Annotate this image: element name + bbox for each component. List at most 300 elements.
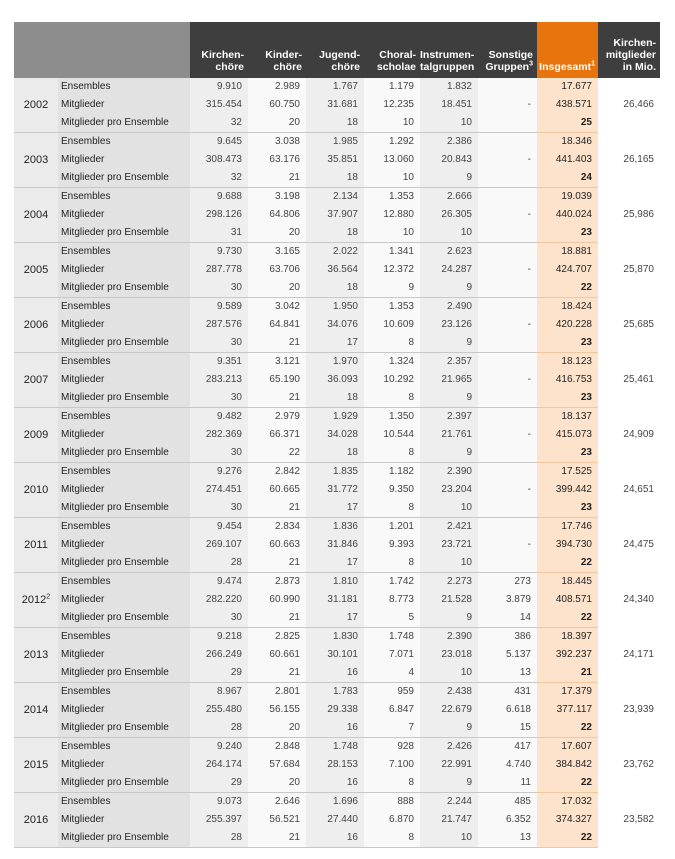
value-cell: 26.305 [420, 206, 478, 224]
value-cell: 9 [420, 334, 478, 353]
total-cell: 377.117 [537, 701, 598, 719]
value-cell: 8 [364, 444, 420, 463]
total-cell: 17.032 [537, 793, 598, 812]
total-cell: 23 [537, 389, 598, 408]
value-cell: 12.235 [364, 96, 420, 114]
row-label: Mitglieder [58, 701, 190, 719]
total-cell: 18.445 [537, 573, 598, 592]
total-cell: 17.379 [537, 683, 598, 702]
value-cell: 60.661 [248, 646, 306, 664]
value-cell: 431 [478, 683, 537, 702]
value-cell: 9.240 [190, 738, 248, 757]
value-cell: 31.181 [306, 591, 364, 609]
row-label: Ensembles [58, 408, 190, 427]
value-cell: 10 [420, 224, 478, 243]
table-row [14, 371, 660, 389]
value-cell: 31 [190, 224, 248, 243]
value-cell: 8 [364, 389, 420, 408]
table-row [14, 224, 660, 243]
value-cell: 13.060 [364, 151, 420, 169]
value-cell: 9.454 [190, 518, 248, 537]
total-cell: 17.525 [537, 463, 598, 482]
row-label: Ensembles [58, 133, 190, 152]
total-cell: 424.707 [537, 261, 598, 279]
year-cell [14, 573, 58, 628]
total-cell: 23 [537, 444, 598, 463]
value-cell: 9.393 [364, 536, 420, 554]
value-cell: 1.742 [364, 573, 420, 592]
value-cell: 1.830 [306, 628, 364, 647]
value-cell: 10.544 [364, 426, 420, 444]
year-cell [14, 78, 58, 133]
total-cell: 18.137 [537, 408, 598, 427]
table-row [14, 389, 660, 408]
value-cell: 269.107 [190, 536, 248, 554]
value-cell: 22.679 [420, 701, 478, 719]
year-label: 2002 [23, 99, 49, 111]
total-cell: 415.073 [537, 426, 598, 444]
row-label: Mitglieder [58, 536, 190, 554]
total-cell: 18.424 [537, 298, 598, 317]
kirchenmitglieder-cell: 26,466 [598, 78, 660, 133]
value-cell: 10 [420, 664, 478, 683]
value-cell: 9.688 [190, 188, 248, 207]
value-cell: 23.018 [420, 646, 478, 664]
table-row [14, 683, 660, 702]
value-cell: 28 [190, 829, 248, 848]
year-label: 2006 [23, 319, 49, 331]
year-footnote-marker: 2 [46, 593, 51, 601]
value-cell: 1.970 [306, 353, 364, 372]
year-label: 2014 [23, 704, 49, 716]
header-kirchenchoere: Kirchen- chöre [190, 22, 248, 78]
row-label: Mitglieder [58, 646, 190, 664]
table-row [14, 444, 660, 463]
value-cell: 2.490 [420, 298, 478, 317]
value-cell [478, 389, 537, 408]
total-cell: 19.039 [537, 188, 598, 207]
value-cell: 2.273 [420, 573, 478, 592]
value-cell: 2.022 [306, 243, 364, 262]
value-cell: 2.397 [420, 408, 478, 427]
year-label: 2004 [23, 209, 49, 221]
value-cell: 9.276 [190, 463, 248, 482]
value-cell: 12.372 [364, 261, 420, 279]
header-choralscholae: Choral- scholae [364, 22, 420, 78]
value-cell: 56.155 [248, 701, 306, 719]
value-cell: 63.176 [248, 151, 306, 169]
value-cell: 4.740 [478, 756, 537, 774]
total-cell: 22 [537, 719, 598, 738]
value-cell: 9.218 [190, 628, 248, 647]
value-cell: 21 [248, 554, 306, 573]
row-label: Ensembles [58, 793, 190, 812]
value-cell: 2.390 [420, 463, 478, 482]
table-row [14, 811, 660, 829]
value-cell: 32 [190, 114, 248, 133]
value-cell [478, 78, 537, 96]
table-row [14, 664, 660, 683]
value-cell: 18 [306, 169, 364, 188]
value-cell: 18 [306, 224, 364, 243]
total-cell: 416.753 [537, 371, 598, 389]
header-blank-cell [14, 22, 190, 78]
total-cell: 23 [537, 224, 598, 243]
value-cell: 60.665 [248, 481, 306, 499]
value-cell: 30 [190, 334, 248, 353]
total-cell: 18.346 [537, 133, 598, 152]
row-label: Ensembles [58, 628, 190, 647]
value-cell: 2.134 [306, 188, 364, 207]
value-cell: 11 [478, 774, 537, 793]
table-row [14, 573, 660, 592]
total-cell: 25 [537, 114, 598, 133]
header-jugendchoere: Jugend- chöre [306, 22, 364, 78]
choir-statistics-table-container [14, 22, 660, 848]
value-cell: 16 [306, 829, 364, 848]
table-row [14, 408, 660, 427]
table-row [14, 829, 660, 848]
value-cell: 417 [478, 738, 537, 757]
value-cell: 1.836 [306, 518, 364, 537]
total-cell: 420.228 [537, 316, 598, 334]
value-cell: 23.204 [420, 481, 478, 499]
value-cell: 21 [248, 169, 306, 188]
row-label: Mitglieder pro Ensemble [58, 224, 190, 243]
year-label: 2012 [21, 594, 47, 606]
table-row [14, 701, 660, 719]
value-cell: 64.841 [248, 316, 306, 334]
value-cell: 21 [248, 499, 306, 518]
value-cell: 1.767 [306, 78, 364, 96]
value-cell: 9 [420, 719, 478, 738]
row-label: Ensembles [58, 683, 190, 702]
kirchenmitglieder-cell: 25,870 [598, 243, 660, 298]
total-cell: 22 [537, 279, 598, 298]
table-row [14, 169, 660, 188]
row-label: Mitglieder pro Ensemble [58, 279, 190, 298]
value-cell: 1.350 [364, 408, 420, 427]
value-cell: 20 [248, 224, 306, 243]
value-cell: 2.666 [420, 188, 478, 207]
value-cell: 24.287 [420, 261, 478, 279]
table-row [14, 353, 660, 372]
value-cell: 255.397 [190, 811, 248, 829]
value-cell: 13 [478, 829, 537, 848]
value-cell: 10.292 [364, 371, 420, 389]
value-cell: 315.454 [190, 96, 248, 114]
kirchenmitglieder-cell: 24,909 [598, 408, 660, 463]
choir-statistics-table [14, 22, 660, 848]
total-cell: 22 [537, 609, 598, 628]
value-cell: 6.618 [478, 701, 537, 719]
row-label: Mitglieder pro Ensemble [58, 389, 190, 408]
row-label: Mitglieder pro Ensemble [58, 169, 190, 188]
total-cell: 374.327 [537, 811, 598, 829]
value-cell: 2.623 [420, 243, 478, 262]
value-cell: 1.985 [306, 133, 364, 152]
value-cell: 386 [478, 628, 537, 647]
year-cell [14, 353, 58, 408]
table-row [14, 78, 660, 96]
table-row [14, 518, 660, 537]
value-cell: 8 [364, 334, 420, 353]
table-row [14, 133, 660, 152]
value-cell: 32 [190, 169, 248, 188]
value-cell: 10 [420, 554, 478, 573]
table-row [14, 206, 660, 224]
row-label: Mitglieder [58, 591, 190, 609]
value-cell: 2.979 [248, 408, 306, 427]
value-cell: 29 [190, 774, 248, 793]
value-cell: 2.646 [248, 793, 306, 812]
year-cell [14, 298, 58, 353]
row-label: Mitglieder pro Ensemble [58, 334, 190, 353]
value-cell: - [478, 316, 537, 334]
value-cell: 21 [248, 829, 306, 848]
table-row [14, 96, 660, 114]
year-label: 2013 [23, 649, 49, 661]
value-cell: 21.528 [420, 591, 478, 609]
kirchenmitglieder-cell: 25,685 [598, 298, 660, 353]
value-cell: 255.480 [190, 701, 248, 719]
table-row [14, 463, 660, 482]
value-cell: 9.351 [190, 353, 248, 372]
value-cell: 9 [420, 279, 478, 298]
table-row [14, 646, 660, 664]
value-cell: 8 [364, 554, 420, 573]
row-label: Mitglieder [58, 261, 190, 279]
value-cell: 9.589 [190, 298, 248, 317]
total-cell: 438.571 [537, 96, 598, 114]
value-cell: 959 [364, 683, 420, 702]
value-cell: 10 [364, 169, 420, 188]
table-row [14, 243, 660, 262]
value-cell: 60.990 [248, 591, 306, 609]
value-cell: 31.681 [306, 96, 364, 114]
value-cell: 274.451 [190, 481, 248, 499]
total-cell: 22 [537, 774, 598, 793]
value-cell: 12.880 [364, 206, 420, 224]
total-cell: 18.123 [537, 353, 598, 372]
value-cell [478, 224, 537, 243]
table-row [14, 426, 660, 444]
value-cell [478, 463, 537, 482]
table-row [14, 316, 660, 334]
row-label: Mitglieder [58, 206, 190, 224]
row-label: Ensembles [58, 463, 190, 482]
value-cell: 17 [306, 554, 364, 573]
kirchenmitglieder-cell: 23,582 [598, 793, 660, 848]
header-kirchenmitglieder: Kirchen- mitglieder in Mio. [598, 22, 660, 78]
value-cell: 1.292 [364, 133, 420, 152]
value-cell: 21 [248, 334, 306, 353]
table-row [14, 499, 660, 518]
total-cell: 440.024 [537, 206, 598, 224]
value-cell: 1.929 [306, 408, 364, 427]
value-cell: 65.190 [248, 371, 306, 389]
row-label: Mitglieder pro Ensemble [58, 829, 190, 848]
kirchenmitglieder-cell: 24,651 [598, 463, 660, 518]
value-cell: 7 [364, 719, 420, 738]
value-cell: 1.783 [306, 683, 364, 702]
value-cell: 1.353 [364, 298, 420, 317]
value-cell: 16 [306, 664, 364, 683]
value-cell: 34.028 [306, 426, 364, 444]
kirchenmitglieder-cell: 25,461 [598, 353, 660, 408]
year-cell [14, 628, 58, 683]
value-cell: 10 [420, 114, 478, 133]
value-cell: 283.213 [190, 371, 248, 389]
value-cell: 1.832 [420, 78, 478, 96]
row-label: Mitglieder [58, 96, 190, 114]
value-cell: 264.174 [190, 756, 248, 774]
value-cell: 18 [306, 114, 364, 133]
row-label: Ensembles [58, 353, 190, 372]
year-label: 2007 [23, 374, 49, 386]
value-cell: 30 [190, 444, 248, 463]
value-cell: 3.198 [248, 188, 306, 207]
value-cell: 3.121 [248, 353, 306, 372]
value-cell: 928 [364, 738, 420, 757]
value-cell: 31.772 [306, 481, 364, 499]
year-cell [14, 463, 58, 518]
value-cell [478, 298, 537, 317]
table-row [14, 261, 660, 279]
value-cell: 64.806 [248, 206, 306, 224]
total-cell: 392.237 [537, 646, 598, 664]
value-cell: 2.421 [420, 518, 478, 537]
value-cell: 7.100 [364, 756, 420, 774]
value-cell: 10 [420, 499, 478, 518]
value-cell: 22.991 [420, 756, 478, 774]
value-cell: 57.684 [248, 756, 306, 774]
row-label: Mitglieder pro Ensemble [58, 719, 190, 738]
total-cell: 24 [537, 169, 598, 188]
value-cell: 63.706 [248, 261, 306, 279]
value-cell: 3.042 [248, 298, 306, 317]
total-cell: 18.397 [537, 628, 598, 647]
year-cell [14, 683, 58, 738]
value-cell: 2.842 [248, 463, 306, 482]
table-row [14, 756, 660, 774]
value-cell: 36.564 [306, 261, 364, 279]
header-sonstige-gruppen: Sonstige Gruppen$^3$ [478, 22, 537, 78]
table-row [14, 719, 660, 738]
table-row [14, 298, 660, 317]
value-cell: 20 [248, 279, 306, 298]
row-label: Mitglieder pro Ensemble [58, 114, 190, 133]
value-cell: 17 [306, 334, 364, 353]
value-cell: 21.965 [420, 371, 478, 389]
value-cell: - [478, 206, 537, 224]
value-cell: 1.950 [306, 298, 364, 317]
total-cell: 22 [537, 829, 598, 848]
value-cell: 2.801 [248, 683, 306, 702]
year-label: 2010 [23, 484, 49, 496]
table-row [14, 554, 660, 573]
value-cell: 9.482 [190, 408, 248, 427]
year-cell [14, 738, 58, 793]
row-label: Mitglieder [58, 371, 190, 389]
value-cell: 2.989 [248, 78, 306, 96]
value-cell: 9.073 [190, 793, 248, 812]
total-cell: 21 [537, 664, 598, 683]
year-label: 2003 [23, 154, 49, 166]
value-cell: 30 [190, 609, 248, 628]
kirchenmitglieder-cell: 24,340 [598, 573, 660, 628]
year-label: 2009 [23, 429, 49, 441]
year-cell [14, 133, 58, 188]
header-instrumentalgruppen: Instrumen- talgruppen [420, 22, 478, 78]
value-cell: 8 [364, 829, 420, 848]
value-cell: 28 [190, 554, 248, 573]
value-cell: 31.846 [306, 536, 364, 554]
value-cell: 56.521 [248, 811, 306, 829]
value-cell: 27.440 [306, 811, 364, 829]
total-cell: 441.403 [537, 151, 598, 169]
value-cell: 287.576 [190, 316, 248, 334]
row-label: Ensembles [58, 78, 190, 96]
row-label: Mitglieder pro Ensemble [58, 609, 190, 628]
row-label: Mitglieder [58, 151, 190, 169]
value-cell: 888 [364, 793, 420, 812]
value-cell: 21.761 [420, 426, 478, 444]
value-cell: - [478, 481, 537, 499]
value-cell: - [478, 261, 537, 279]
kirchenmitglieder-cell: 23,939 [598, 683, 660, 738]
value-cell: 6.352 [478, 811, 537, 829]
value-cell: 21 [248, 389, 306, 408]
value-cell: 1.696 [306, 793, 364, 812]
value-cell: 1.324 [364, 353, 420, 372]
value-cell: 23.126 [420, 316, 478, 334]
value-cell: - [478, 536, 537, 554]
header-row [14, 22, 660, 78]
table-row [14, 279, 660, 298]
value-cell: 1.353 [364, 188, 420, 207]
value-cell: 30.101 [306, 646, 364, 664]
total-cell: 17.677 [537, 78, 598, 96]
value-cell: 30 [190, 499, 248, 518]
value-cell: 60.663 [248, 536, 306, 554]
value-cell: 18 [306, 444, 364, 463]
table-row [14, 536, 660, 554]
table-row [14, 334, 660, 353]
kirchenmitglieder-cell: 24,475 [598, 518, 660, 573]
value-cell: - [478, 96, 537, 114]
value-cell: 6.870 [364, 811, 420, 829]
value-cell: 2.390 [420, 628, 478, 647]
row-label: Mitglieder pro Ensemble [58, 444, 190, 463]
value-cell: 485 [478, 793, 537, 812]
value-cell: - [478, 151, 537, 169]
value-cell: 8 [364, 774, 420, 793]
kirchenmitglieder-cell: 25,986 [598, 188, 660, 243]
value-cell: 1.201 [364, 518, 420, 537]
year-cell [14, 188, 58, 243]
value-cell: 5.137 [478, 646, 537, 664]
value-cell: 35.851 [306, 151, 364, 169]
year-cell [14, 408, 58, 463]
total-cell: 23 [537, 499, 598, 518]
value-cell: 3.038 [248, 133, 306, 152]
value-cell: 15 [478, 719, 537, 738]
value-cell: 22 [248, 444, 306, 463]
value-cell: 5 [364, 609, 420, 628]
value-cell [478, 279, 537, 298]
value-cell [478, 114, 537, 133]
